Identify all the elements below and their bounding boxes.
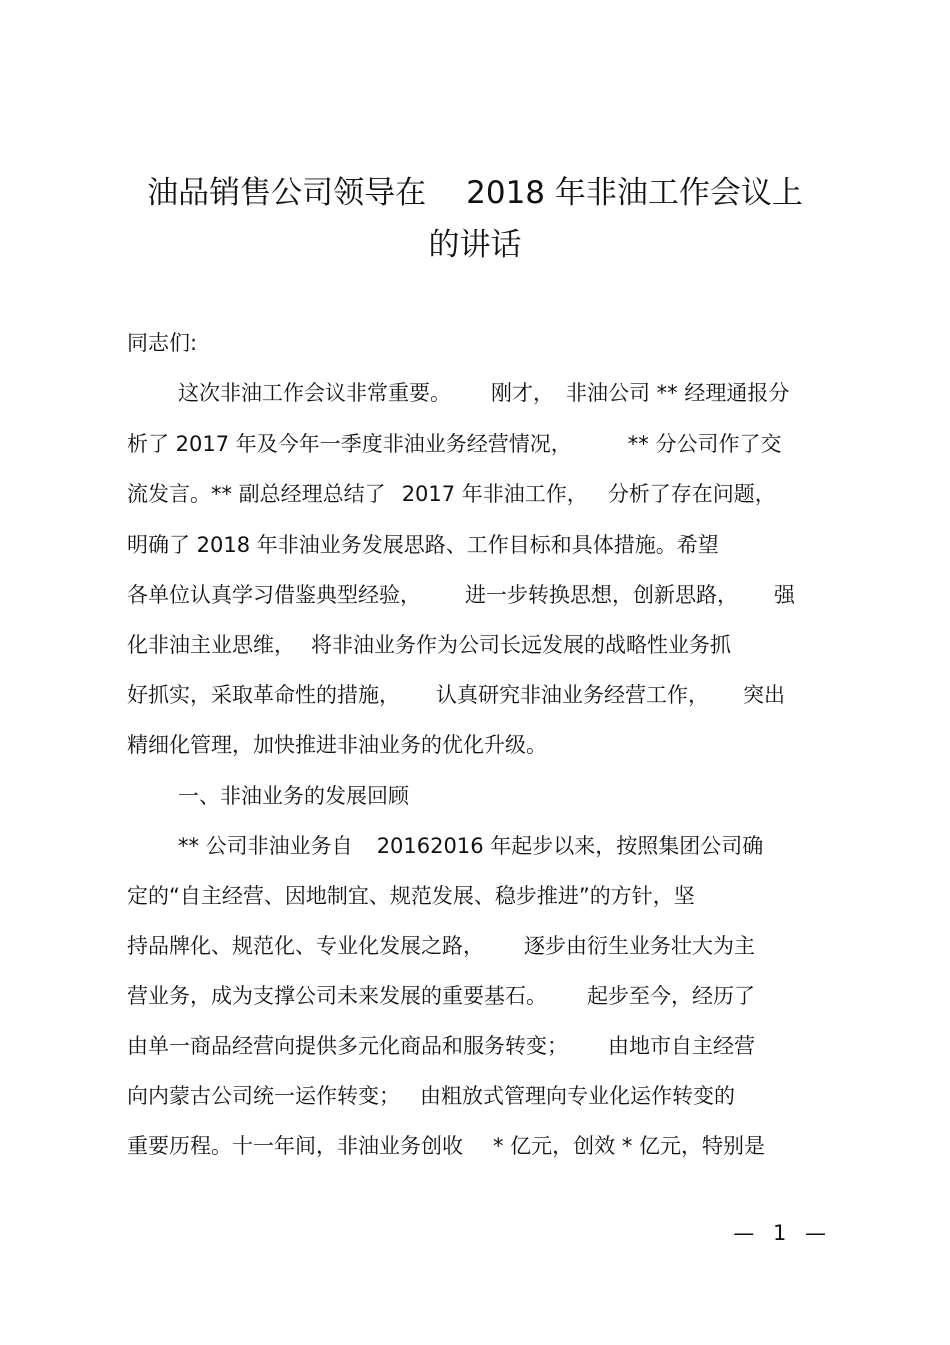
paragraph-2-line-2: 定的“自主经营、因地制宜、规范发展、稳步推进”的方针，坚 (127, 884, 695, 908)
salutation: 同志们: (127, 331, 198, 355)
paragraph-2-line-4: 营业务，成为支撑公司未来发展的重要基石。 起步至今，经历了 (127, 984, 755, 1008)
paragraph-1-line-8: 精细化管理，加快推进非油业务的优化升级。 (127, 733, 547, 757)
section-heading-1: 一、非油业务的发展回顾 (178, 784, 409, 808)
title-part-1: 油品销售公司领导在 (147, 175, 427, 211)
paragraph-1-line-7: 好抓实，采取革命性的措施， 认真研究非油业务经营工作， 突出 (127, 683, 785, 707)
page-number: — 1 — (733, 1221, 832, 1245)
paragraph-1-line-4: 明确了 2018 年非油业务发展思路、工作目标和具体措施。希望 (127, 533, 719, 557)
paragraph-2-line-3: 持品牌化、规范化、专业化发展之路， 逐步由衍生业务壮大为主 (127, 934, 755, 958)
paragraph-1-line-5: 各单位认真学习借鉴典型经验， 进一步转换思想，创新思路， 强 (127, 583, 795, 607)
document-title-line-2: 的讲话 (428, 227, 522, 263)
paragraph-2-line-7: 重要历程。十一年间，非油业务创收 * 亿元，创效 * 亿元，特别是 (127, 1134, 766, 1158)
paragraph-1-line-2: 析了 2017 年及今年一季度非油业务经营情况， ** 分公司作了交 (127, 432, 782, 456)
paragraph-1-line-3: 流发言。** 副总经理总结了 2017 年非油工作， 分析了存在问题， (127, 482, 776, 506)
paragraph-1-line-6: 化非油主业思维， 将非油业务作为公司长远发展的战略性业务抓 (127, 633, 731, 657)
paragraph-1-line-1: 这次非油工作会议非常重要。 刚才， 非油公司 ** 经理通报分 (178, 381, 790, 405)
title-part-2: 2018 年非油工作会议上 (466, 175, 803, 211)
paragraph-2-line-5: 由单一商品经营向提供多元化商品和服务转变； 由地市自主经营 (127, 1034, 755, 1058)
document-title-line-1 (0, 173, 950, 213)
paragraph-2-line-1: ** 公司非油业务自 20162016 年起步以来，按照集团公司确 (178, 834, 764, 858)
paragraph-2-line-6: 向内蒙古公司统一运作转变； 由粗放式管理向专业化运作转变的 (127, 1084, 735, 1108)
